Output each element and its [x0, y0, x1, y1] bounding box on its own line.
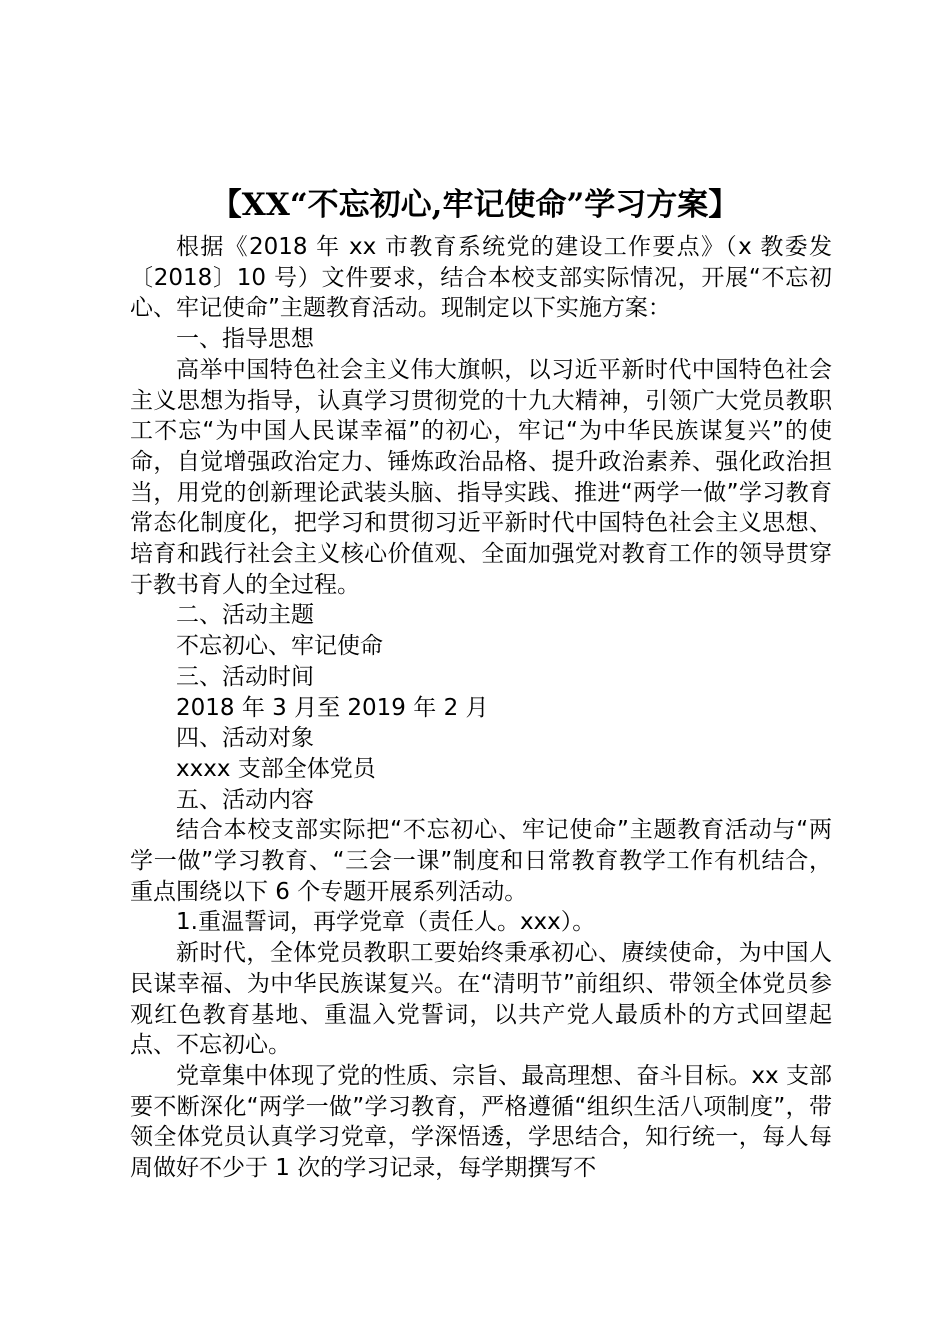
body-paragraph: 党章集中体现了党的性质、宗旨、最高理想、奋斗目标。xx 支部要不断深化“两学一做”学习教育，严格遵循“组织生活八项制度”，带领全体党员认真学习党章，学深悟透，学思结合，知行统一，每人每周做好不少于 1 次的学习记录，每学期撰写不 — [130, 1062, 832, 1182]
document-body — [130, 232, 832, 1184]
body-paragraph: 2018 年 3 月至 2019 年 2 月 — [176, 694, 489, 721]
body-paragraph: 新时代，全体党员教职工要始终秉承初心、赓续使命，为中国人民谋幸福、为中华民族谋复兴。在“清明节”前组织、带领全体党员参观红色教育基地、重温入党誓词，以共产党人最质朴的方式回望起点、不忘初心。 — [130, 940, 832, 1059]
body-paragraph: 高举中国特色社会主义伟大旗帜，以习近平新时代中国特色社会主义思想为指导，认真学习贯彻党的十九大精神，引领广大党员教职工不忘“为中国人民谋幸福”的初心，牢记“为中华民族谋复兴”的使命，自觉增强政治定力、锤炼政治品格、提升政治素养、强化政治担当，用党的创新理论武装头脑、指导实践、推进“两学一做”学习教育常态化制度化，把学习和贯彻习近平新时代中国特色社会主义思想、培育和践行社会主义核心价值观、全面加强党对教育工作的领导贯穿于教书育人的全过程。 — [130, 356, 832, 598]
body-paragraph: xxxx 支部全体党员 — [176, 755, 376, 782]
section-heading: 四、活动对象 — [176, 725, 314, 752]
section-heading: 三、活动时间 — [176, 663, 314, 690]
section-heading: 二、活动主题 — [176, 602, 314, 629]
section-heading: 一、指导思想 — [176, 326, 314, 353]
body-paragraph: 不忘初心、牢记使命 — [176, 633, 383, 660]
intro-paragraph: 根据《2018 年 xx 市教育系统党的建设工作要点》（x 教委发〔2018〕10 号）文件要求，结合本校支部实际情况，开展“不忘初心、牢记使命”主题教育活动。现制定以下实施方案： — [130, 234, 832, 322]
subsection-heading: 1.重温誓词，再学党章（责任人。xxx）。 — [176, 909, 596, 936]
body-paragraph: 结合本校支部实际把“不忘初心、牢记使命”主题教育活动与“两学一做”学习教育、“三会一课”制度和日常教育教学工作有机结合，重点围绕以下 6 个专题开展系列活动。 — [130, 817, 832, 905]
document-title: 【XX“不忘初心,牢记使命”学习方案】 — [210, 187, 740, 223]
section-heading: 五、活动内容 — [176, 786, 314, 813]
